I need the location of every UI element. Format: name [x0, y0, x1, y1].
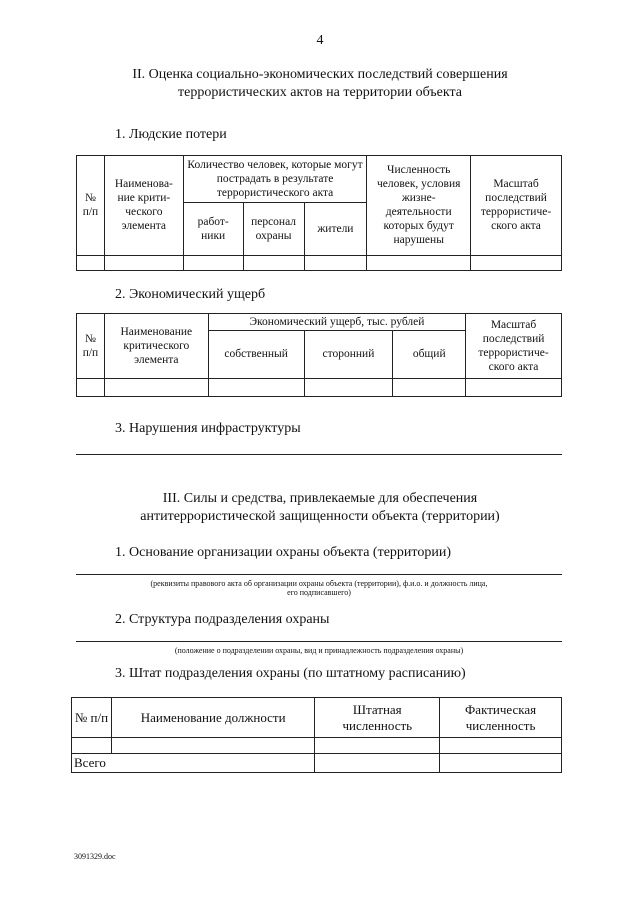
table-cell — [367, 255, 471, 270]
header-disrupted-people: Численность человек, условия жизне-деятельности которых будут нарушены — [367, 156, 471, 256]
section-3-title-line1: III. Силы и средства, привлекаемые для обеспечения — [162, 491, 478, 506]
table-cell — [440, 738, 562, 754]
table-cell — [471, 255, 562, 270]
table-row-total — [72, 754, 562, 773]
human-losses-table — [76, 155, 562, 271]
header-num: № п/п — [72, 698, 112, 738]
economic-damage-table — [76, 313, 562, 397]
table-cell — [72, 738, 112, 754]
section-3-title — [60, 490, 580, 526]
infrastructure-fill-line — [76, 454, 562, 455]
guard-basis-caption — [76, 579, 562, 597]
table-cell — [315, 754, 440, 773]
header-critical-element: Наименова-ние крити-ческого элемента — [104, 156, 183, 256]
header-own-damage: собственный — [208, 331, 304, 378]
table-cell — [104, 255, 183, 270]
header-guard-staff: персонал охраны — [243, 203, 304, 255]
header-workers: работ-ники — [183, 203, 243, 255]
header-position-name: Наименование должности — [111, 698, 315, 738]
human-losses-heading: 1. Людские потери — [115, 127, 227, 142]
table-cell — [183, 255, 243, 270]
table-cell — [77, 378, 105, 396]
guard-structure-caption: (положение о подразделении охраны, вид и принадлежность подразделения охраны) — [174, 646, 464, 655]
economic-damage-heading: 2. Экономический ущерб — [115, 287, 266, 302]
document-filename: 3091329.doc — [74, 852, 116, 861]
header-critical-element: Наименование критического элемента — [104, 314, 208, 379]
header-economic-damage: Экономический ущерб, тыс. рублей — [208, 314, 465, 331]
guard-basis-caption-line2: его подписавшего) — [287, 588, 351, 597]
guard-structure-fill-line — [76, 641, 562, 642]
header-consequence-scale: Масштаб последствий террористиче-ского акта — [466, 314, 562, 379]
guard-basis-heading: 1. Основание организации охраны объекта (территории) — [115, 545, 451, 560]
page-number: 4 — [316, 33, 324, 48]
header-regular-headcount: Штатная численность — [315, 698, 440, 738]
guard-staff-heading: 3. Штат подразделения охраны (по штатному расписанию) — [115, 666, 466, 681]
table-cell — [104, 378, 208, 396]
total-label: Всего — [72, 754, 315, 773]
table-cell — [304, 255, 367, 270]
section-2-title-line2: террористических актов на территории объекта — [178, 85, 462, 100]
header-actual-headcount: Фактическая численность — [440, 698, 562, 738]
section-2-title — [60, 66, 580, 102]
header-num: № п/п — [77, 314, 105, 379]
guard-structure-heading: 2. Структура подразделения охраны — [115, 612, 330, 627]
guard-basis-fill-line — [76, 574, 562, 575]
guard-basis-caption-line1: (реквизиты правового акта об организации охраны объекта (территории), ф.и.о. и должность лица, — [150, 579, 488, 588]
header-consequence-scale: Масштаб последствий террористиче-ского акта — [471, 156, 562, 256]
table-cell — [77, 255, 105, 270]
guard-staff-table — [71, 697, 562, 773]
section-2-title-line1: II. Оценка социально-экономических последствий совершения — [132, 67, 508, 82]
header-num: № п/п — [77, 156, 105, 256]
table-cell — [304, 378, 393, 396]
table-cell — [440, 754, 562, 773]
table-row — [72, 738, 562, 754]
table-cell — [466, 378, 562, 396]
table-cell — [208, 378, 304, 396]
table-cell — [393, 378, 466, 396]
table-row — [77, 378, 562, 396]
table-cell — [111, 738, 315, 754]
table-cell — [315, 738, 440, 754]
table-cell — [243, 255, 304, 270]
header-people-count: Количество человек, которые могут пострадать в результате террористического акта — [183, 156, 367, 203]
section-3-title-line2: антитеррористической защищенности объекта (территории) — [140, 509, 500, 524]
infrastructure-heading: 3. Нарушения инфраструктуры — [115, 421, 301, 436]
header-residents: жители — [304, 203, 367, 255]
header-total-damage: общий — [393, 331, 466, 378]
header-third-party-damage: сторонний — [304, 331, 393, 378]
table-row — [77, 255, 562, 270]
